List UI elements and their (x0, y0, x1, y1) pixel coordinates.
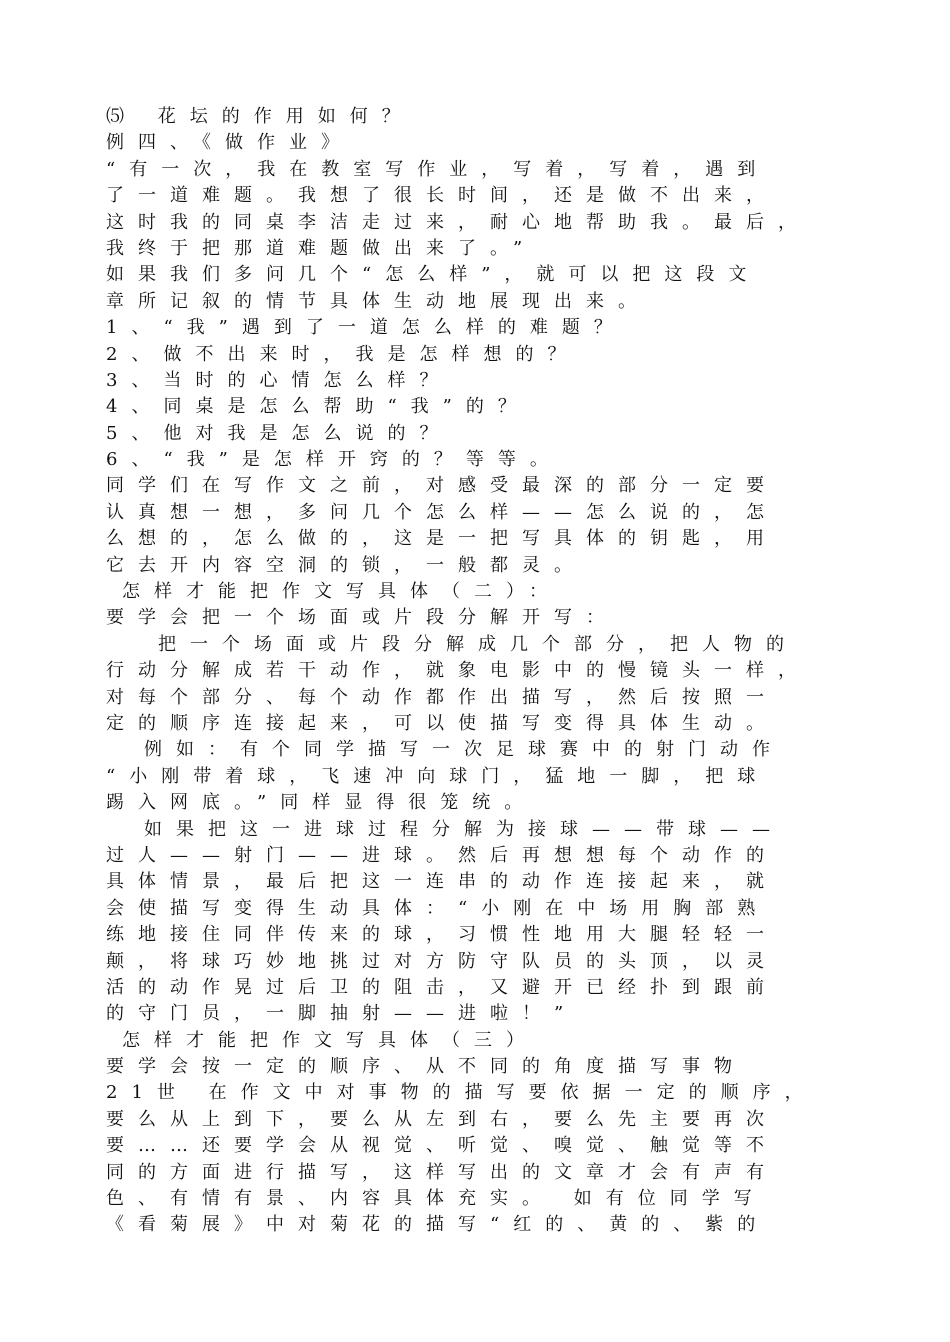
document-body (106, 104, 866, 1239)
text-line: 章所记叙的情节具体生动地展现出来。 (106, 290, 650, 312)
section-heading: 怎样才能把作文写具体（三） (122, 1029, 538, 1051)
text-line: 如果我们多问几个“怎么样”，就可以把这段文 (106, 264, 761, 286)
list-item: 3、当时的心情怎么样？ (106, 369, 452, 391)
text-line: 《看菊展》中对菊花的描写“红的、黄的、紫的 (106, 1214, 770, 1236)
text-line: 我终于把那道难题做出来了。” (106, 237, 537, 259)
text-line: ⑸ 花坛的作用如何？ (106, 106, 414, 127)
text-line: 的守门员，一脚抽射——进啦！” (106, 1003, 578, 1025)
text-line: “有一次，我在教室写作业，写着，写着，遇到 (106, 158, 770, 180)
text-line: 颠，将球巧妙地挑过对方防守队员的头顶，以灵 (106, 950, 778, 972)
text-line: 具体情景，最后把这一连串的动作连接起来，就 (106, 871, 778, 893)
text-line: 要学会把一个场面或片段分解开写： (106, 607, 618, 629)
text-line: 定的顺序连接起来，可以使描写变得具体生动。 (106, 712, 778, 734)
list-item: 1、“我”遇到了一道怎么样的难题？ (106, 317, 626, 339)
text-line: 如果把这一进球过程分解为接球——带球—— (144, 818, 784, 840)
text-line: 练地接住同伴传来的球，习惯性地用大腿轻轻一 (106, 924, 778, 946)
text-line: 了一道难题。我想了很长时间，还是做不出来， (106, 185, 778, 207)
text-line: 认真想一想，多问几个怎么样——怎么说的，怎 (106, 501, 778, 523)
list-item: 6、“我”是怎样开窍的？等等。 (106, 449, 562, 471)
text-line: 行动分解成若干动作，就象电影中的慢镜头一样， (106, 660, 810, 682)
list-item: 4、同桌是怎么帮助“我”的？ (106, 396, 530, 418)
text-line: 要……还要学会从视觉、听觉、嗅觉、触觉等不 (106, 1135, 778, 1157)
text-line: 21世 在作文中对事物的描写要依据一定的顺序， (106, 1082, 817, 1104)
text-line: 例如：有个同学描写一次足球赛中的射门动作 (144, 739, 784, 761)
text-line: 例四、《做作业》 (106, 132, 353, 154)
text-line: 这时我的同桌李洁走过来，耐心地帮助我。最后， (106, 211, 810, 233)
section-heading: 怎样才能把作文写具体（二）： (122, 581, 561, 603)
text-line: 同的方面进行描写，这样写出的文章才会有声有 (106, 1161, 778, 1183)
text-line: 要学会按一定的顺序、从不同的角度描写事物 (106, 1056, 746, 1078)
text-line: 会使描写变得生动具体：“小刚在中场用胸部熟 (106, 897, 770, 919)
text-line: “小刚带着球，飞速冲向球门，猛地一脚，把球 (106, 765, 770, 787)
text-line: 它去开内容空洞的锁，一般都灵。 (106, 554, 586, 576)
text-line: 活的动作晃过后卫的阻击，又避开已经扑到跟前 (106, 976, 778, 998)
text-line: 把一个场面或片段分解成几个部分，把人物的 (158, 633, 798, 655)
text-line: 色、有情有景、内容具体充实。 如有位同学写 (106, 1188, 766, 1210)
text-line: 同学们在写作文之前，对感受最深的部分一定要 (106, 475, 778, 497)
text-line: 要么从上到下，要么从左到右，要么先主要再次 (106, 1108, 778, 1130)
text-line: 对每个部分、每个动作都作出描写，然后按照一 (106, 686, 778, 708)
text-line: 过人——射门——进球。然后再想想每个动作的 (106, 844, 778, 866)
text-line: 踢入网底。”同样显得很笼统。 (106, 792, 537, 814)
list-item: 2、做不出来时，我是怎样想的？ (106, 343, 580, 365)
text-line: 么想的，怎么做的，这是一把写具体的钥匙，用 (106, 528, 778, 550)
list-item: 5、他对我是怎么说的？ (106, 422, 452, 444)
